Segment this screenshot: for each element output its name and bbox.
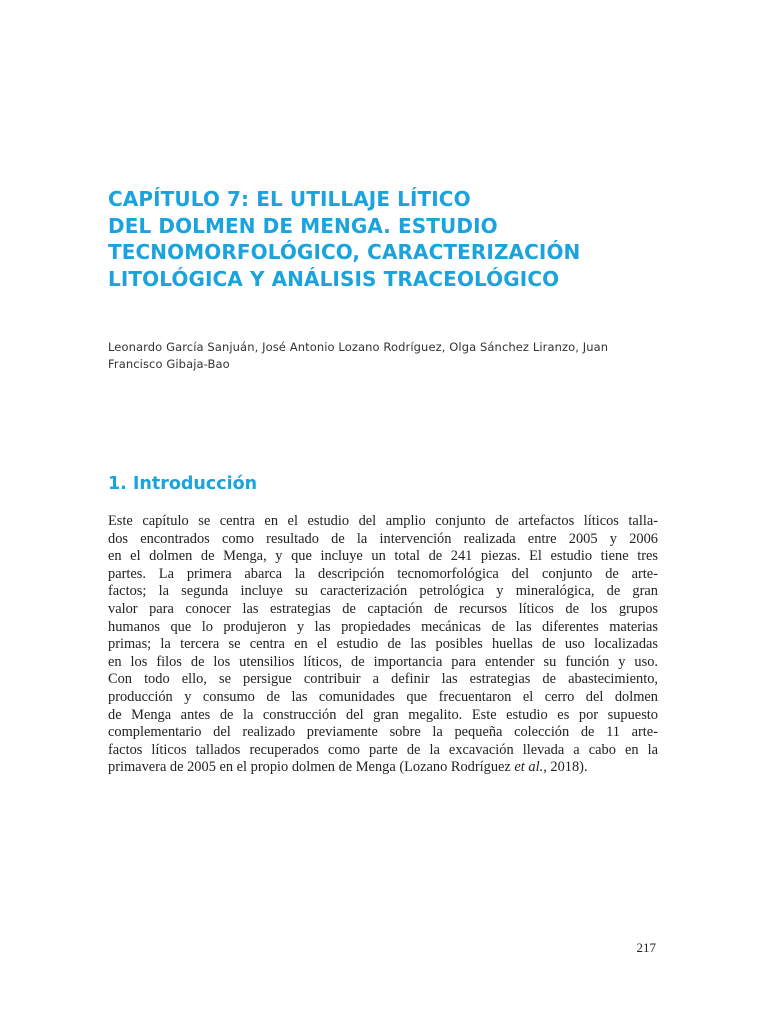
paragraph-line: humanos que lo produjeron y las propiedades mecánicas de las diferentes materias (108, 618, 658, 635)
paragraph-line: de Menga antes de la construcción del gran megalito. Este estudio es por supuesto (108, 706, 658, 723)
chapter-title (108, 186, 668, 292)
chapter-title-line: LITOLÓGICA Y ANÁLISIS TRACEOLÓGICO (108, 266, 560, 291)
paragraph-last-line (108, 759, 658, 777)
last-line-end: , 2018). (543, 759, 588, 776)
paragraph-line: complementario del realizado previamente sobre la pequeña colección de 11 arte- (108, 724, 658, 741)
citation-et-al: et al. (514, 759, 544, 776)
paragraph-line: Este capítulo se centra en el estudio del amplio conjunto de artefactos líticos talla- (108, 513, 658, 529)
paragraph-line: producción y consumo de las comunidades que frecuentaron el cerro del dolmen (108, 688, 658, 705)
paragraph-line: en el dolmen de Menga, y que incluye un total de 241 piezas. El estudio tiene tres (108, 548, 658, 565)
paragraph-line: factos; la segunda incluye su caracterización petrológica y mineralógica, de gran (108, 583, 658, 600)
page-number: 217 (636, 940, 656, 955)
chapter-title-line: CAPÍTULO 7: EL UTILLAJE LÍTICO (108, 187, 471, 211)
paragraph-line: factos líticos tallados recuperados como parte de la excavación llevada a cabo en la (108, 741, 658, 758)
chapter-authors (108, 339, 668, 373)
paragraph-line: valor para conocer las estrategias de captación de recursos líticos de los grupos (108, 600, 658, 617)
chapter-title-line: DEL DOLMEN DE MENGA. ESTUDIO (108, 213, 498, 238)
chapter-title-line: TECNOMORFOLÓGICO, CARACTERIZACIÓN (108, 240, 581, 264)
paragraph-line: partes. La primera abarca la descripción tecnomorfológica del conjunto de arte- (108, 565, 658, 582)
section-heading: 1. Introducción (108, 474, 258, 494)
paragraph-line: en los filos de los utensilios líticos, de importancia para entender su función y uso. (108, 653, 658, 670)
section-body-paragraph (108, 513, 658, 777)
authors-line: Leonardo García Sanjuán, José Antonio Lozano Rodríguez, Olga Sánchez Liranzo, Juan (108, 340, 609, 354)
paragraph-line: Con todo ello, se persigue contribuir a definir las estrategias de abastecimiento, (108, 671, 658, 688)
authors-line: Francisco Gibaja-Bao (108, 357, 230, 371)
paragraph-line: primas; la tercera se centra en el estudio de las posibles huellas de uso localizadas (108, 636, 658, 653)
last-line-text: primavera de 2005 en el propio dolmen de Menga (Lozano Rodríguez (108, 759, 515, 776)
paragraph-line: dos encontrados como resultado de la intervención realizada entre 2005 y 2006 (108, 530, 658, 547)
